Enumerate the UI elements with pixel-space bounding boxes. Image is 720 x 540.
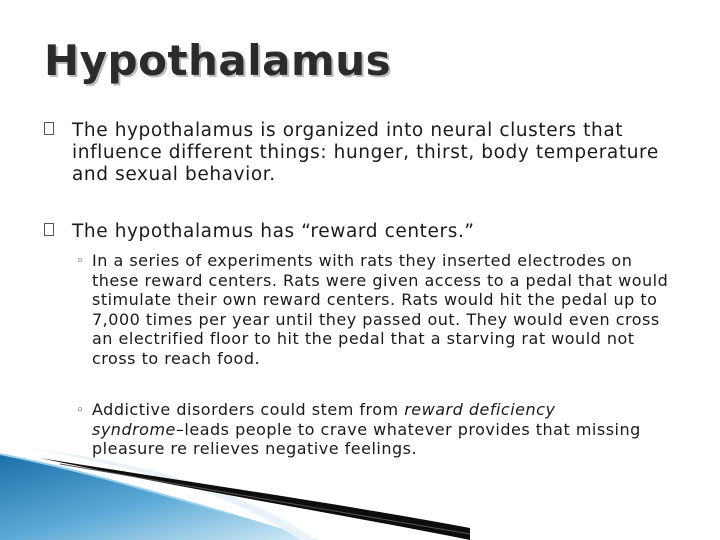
sub-bullet-text-after: –leads people to crave whatever provides that missing pleasure re relieves negative feelings. [92,419,641,458]
decorative-swoosh [0,440,720,540]
bullet-item [44,120,684,186]
sub-bullet-text-before: Addictive disorders could stem from [92,400,405,419]
sub-bullet-text-italic: reward deficiency syndrome [92,400,556,439]
bullet-text: The hypothalamus is organized into neural clusters that influence different things: hunger, thirst, body temperature and sexual behavior. [72,120,659,185]
bullet-text: The hypothalamus has “reward centers.” [72,221,475,242]
circle-bullet-icon: ◦ [76,254,85,269]
square-bullet-icon [44,223,54,236]
bullet-item [44,221,684,243]
square-bullet-icon [44,122,54,135]
sub-bullet-item [76,251,680,368]
circle-bullet-icon: ◦ [76,403,85,418]
slide-title: Hypothalamus [44,36,392,85]
sub-bullet-text: In a series of experiments with rats they inserted electrodes on these reward centers. Rats were given access to a pedal that would stimulate their own reward centers. Rats would hit the pedal up to 7,000 times per year until they passed out. They would even cross an electrified floor to hit the pedal that a starving rat would not cross to reach food. [92,251,669,368]
